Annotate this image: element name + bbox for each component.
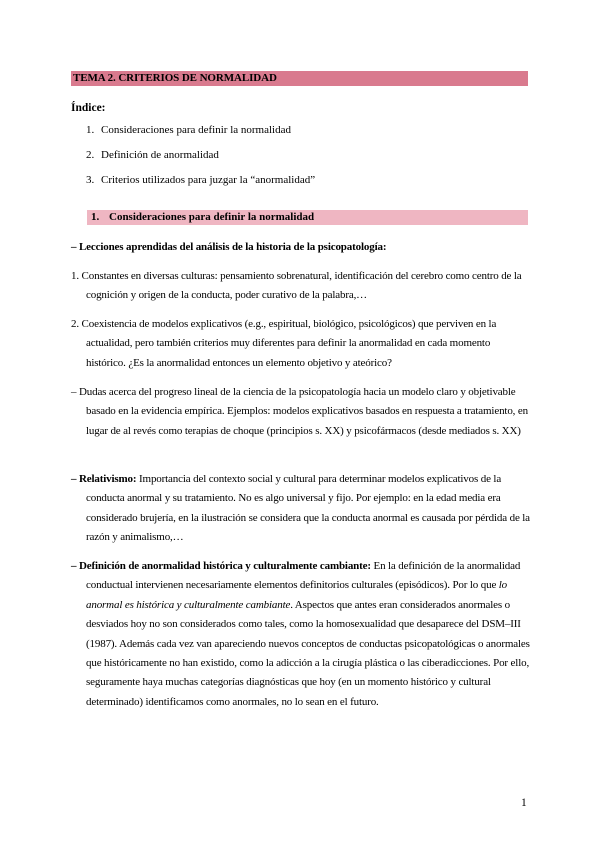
- toc-item-number: 3.: [86, 174, 95, 186]
- relativismo-text: Importancia del contexto social y cultural para determinar modelos explicativos de la conducta anormal y su tratamiento. No es algo universal y fijo. Por ejemplo: en la edad media era considerado brujería, en la ilustración se considera que la conducta anormal es causada por pérdida de la razón y animalismo,…: [86, 473, 530, 544]
- paragraph-coexistencia: 2. Coexistencia de modelos explicativos (e.g., espiritual, biológico, psicológicos) que perviven en la actualidad, pero también criterios muy diferentes para definir la anormalidad en cada momento histórico. ¿Es la anormalidad entonces un elemento objetivo y ateórico?: [71, 318, 497, 369]
- toc-item-number: 1.: [86, 124, 95, 136]
- relativismo-term: – Relativismo:: [71, 473, 137, 485]
- paragraph-dudas-text: – Dudas acerca del progreso lineal de la ciencia de la psicopatología hacia un modelo claro y objetivable basado en la evidencia empírica. Ejemplos: modelos explicativos basados en respuesta a tratamiento, en lugar de al revés como terapias de choque (principios s. XX) y psicofármacos (desde mediados s. XX): [71, 386, 528, 437]
- paragraph-definicion: [71, 557, 531, 712]
- definicion-emphasis: lo anormal es histórica y culturalmente cambiante: [86, 579, 508, 611]
- paragraph-dudas: [71, 383, 531, 441]
- paragraph-relativismo: [71, 470, 531, 548]
- definicion-text-2: . Aspectos que antes eran considerados anormales o desviados hoy no son considerados como tales, como la homosexualidad que desaparece del DSM–III (1987). Además cada vez van apareciendo nuevos conceptos de conductas psicopatológicas o anormales que históricamente no han existido, como la adicción a la cirugía plástica o las ciberadicciones. Por ello, seguramente haya muchas categorías diagnósticas que hoy (en un momento histórico y cultural determinado) identificamos como anormales, no lo sean en el futuro.: [86, 598, 530, 708]
- definicion-text-1: En la definición de la anormalidad conductual intervienen necesariamente elementos definitorios culturales (episódicos). Por lo que: [86, 560, 521, 592]
- toc-item-text: Criterios utilizados para juzgar la “anormalidad”: [101, 174, 316, 186]
- toc-item: [86, 149, 219, 161]
- toc-item: [86, 174, 315, 186]
- section-title: Consideraciones para definir la normalidad: [109, 211, 315, 223]
- section-heading: [87, 210, 528, 225]
- index-label: Índice:: [71, 102, 106, 114]
- section-number: 1.: [91, 211, 100, 223]
- document-title: TEMA 2. CRITERIOS DE NORMALIDAD: [71, 71, 528, 86]
- toc-item-text: Definición de anormalidad: [101, 149, 219, 161]
- toc-item-text: Consideraciones para definir la normalidad: [101, 124, 291, 136]
- definicion-term: – Definición de anormalidad histórica y culturalmente cambiante:: [71, 560, 371, 572]
- toc-item: [86, 124, 291, 136]
- toc-item-number: 2.: [86, 149, 95, 161]
- paragraph-constantes: 1. Constantes en diversas culturas: pensamiento sobrenatural, identificación del cerebro como centro de la cognición y origen de la conducta, poder curativo de la palabra,…: [71, 270, 522, 302]
- page-number: 1: [521, 797, 527, 809]
- lessons-heading: – Lecciones aprendidas del análisis de la historia de la psicopatología:: [71, 241, 387, 253]
